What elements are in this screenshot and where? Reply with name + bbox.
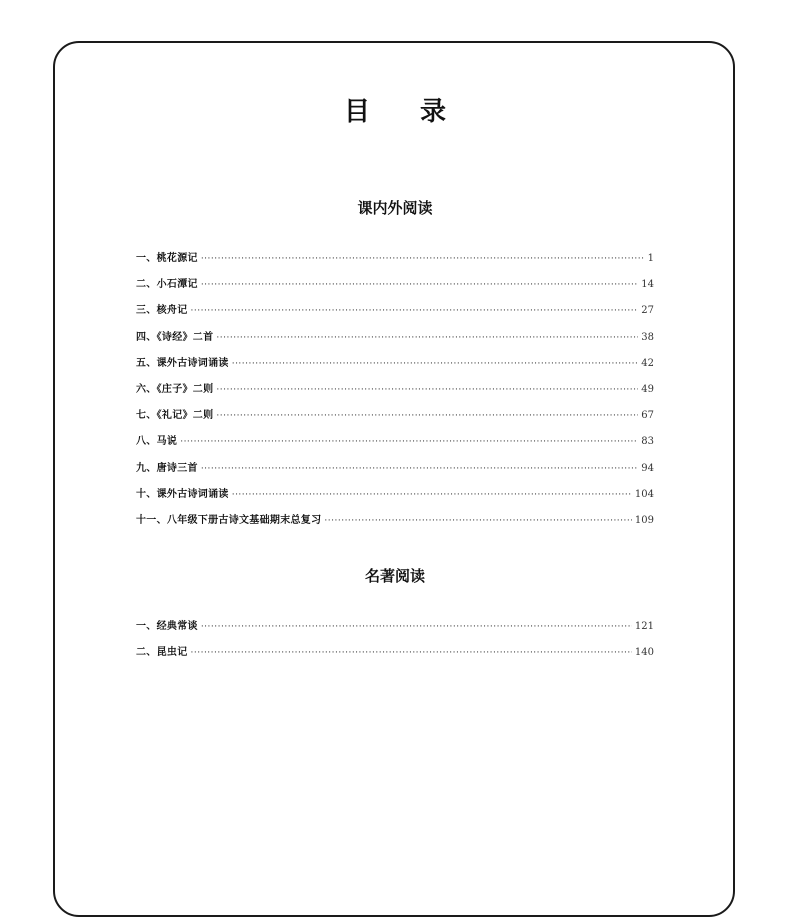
toc-entry[interactable] [136, 357, 654, 383]
toc-entry-page: 104 [634, 488, 654, 500]
toc-list-classics [136, 620, 654, 672]
toc-entry-page: 49 [641, 383, 654, 395]
toc-entry-page: 27 [641, 305, 654, 317]
toc-entry[interactable] [136, 646, 654, 672]
page-title [0, 96, 790, 128]
toc-entry-page: 67 [641, 410, 654, 422]
section-heading-reading: 课内外阅读 [357, 199, 433, 217]
toc-entry-title: 二、小石潭记 [136, 279, 198, 291]
toc-entry[interactable] [136, 278, 654, 304]
toc-entry[interactable] [136, 304, 654, 330]
toc-leader-dots [191, 304, 639, 318]
toc-leader-dots [232, 357, 639, 371]
toc-entry-page: 42 [641, 357, 654, 369]
toc-entry-title: 五、课外古诗词诵读 [136, 357, 229, 369]
toc-entry-page: 109 [634, 514, 654, 526]
toc-entry-page: 121 [634, 621, 654, 632]
toc-leader-dots [324, 514, 632, 528]
toc-entry[interactable] [136, 435, 654, 461]
toc-leader-dots [201, 252, 645, 266]
section-heading-classics: 名著阅读 [364, 567, 425, 585]
toc-entry-page: 38 [641, 331, 654, 343]
toc-leader-dots [232, 488, 632, 502]
toc-entry-title: 一、桃花源记 [136, 253, 198, 264]
toc-entry-title: 六、《庄子》二则 [136, 383, 214, 395]
toc-leader-dots [191, 646, 632, 660]
toc-entry[interactable] [136, 331, 654, 357]
page-title-char-1: 目 [343, 97, 370, 127]
toc-entry-title: 八、马说 [136, 436, 178, 448]
toc-leader-dots [216, 383, 638, 397]
toc-leader-dots [216, 409, 638, 423]
toc-entry-page: 140 [634, 647, 654, 659]
toc-entry-title: 十一、八年级下册古诗文基础期末总复习 [136, 514, 322, 526]
toc-entry-title: 三、核舟记 [136, 305, 188, 317]
toc-entry[interactable] [136, 488, 654, 514]
toc-entry[interactable] [136, 383, 654, 409]
toc-leader-dots [201, 462, 638, 476]
toc-entry-title: 二、昆虫记 [136, 647, 188, 659]
toc-leader-dots [201, 620, 632, 634]
toc-entry[interactable] [136, 620, 654, 646]
toc-entry-title: 九、唐诗三首 [136, 462, 198, 474]
toc-entry-page: 14 [641, 279, 654, 291]
toc-entry-page: 1 [647, 253, 654, 264]
toc-entry[interactable] [136, 409, 654, 435]
toc-entry-title: 一、经典常谈 [136, 621, 198, 632]
toc-leader-dots [216, 331, 638, 345]
toc-leader-dots [180, 435, 638, 449]
toc-entry[interactable] [136, 252, 654, 278]
toc-list-reading [136, 252, 654, 540]
toc-entry[interactable] [136, 462, 654, 488]
toc-entry[interactable] [136, 514, 654, 540]
toc-entry-title: 十、课外古诗词诵读 [136, 488, 229, 500]
toc-leader-dots [201, 278, 638, 292]
page-title-char-2: 录 [420, 97, 447, 127]
toc-entry-page: 94 [641, 462, 654, 474]
toc-entry-page: 83 [641, 436, 654, 448]
toc-entry-title: 七、《礼记》二则 [136, 410, 214, 422]
toc-entry-title: 四、《诗经》二首 [136, 331, 214, 343]
